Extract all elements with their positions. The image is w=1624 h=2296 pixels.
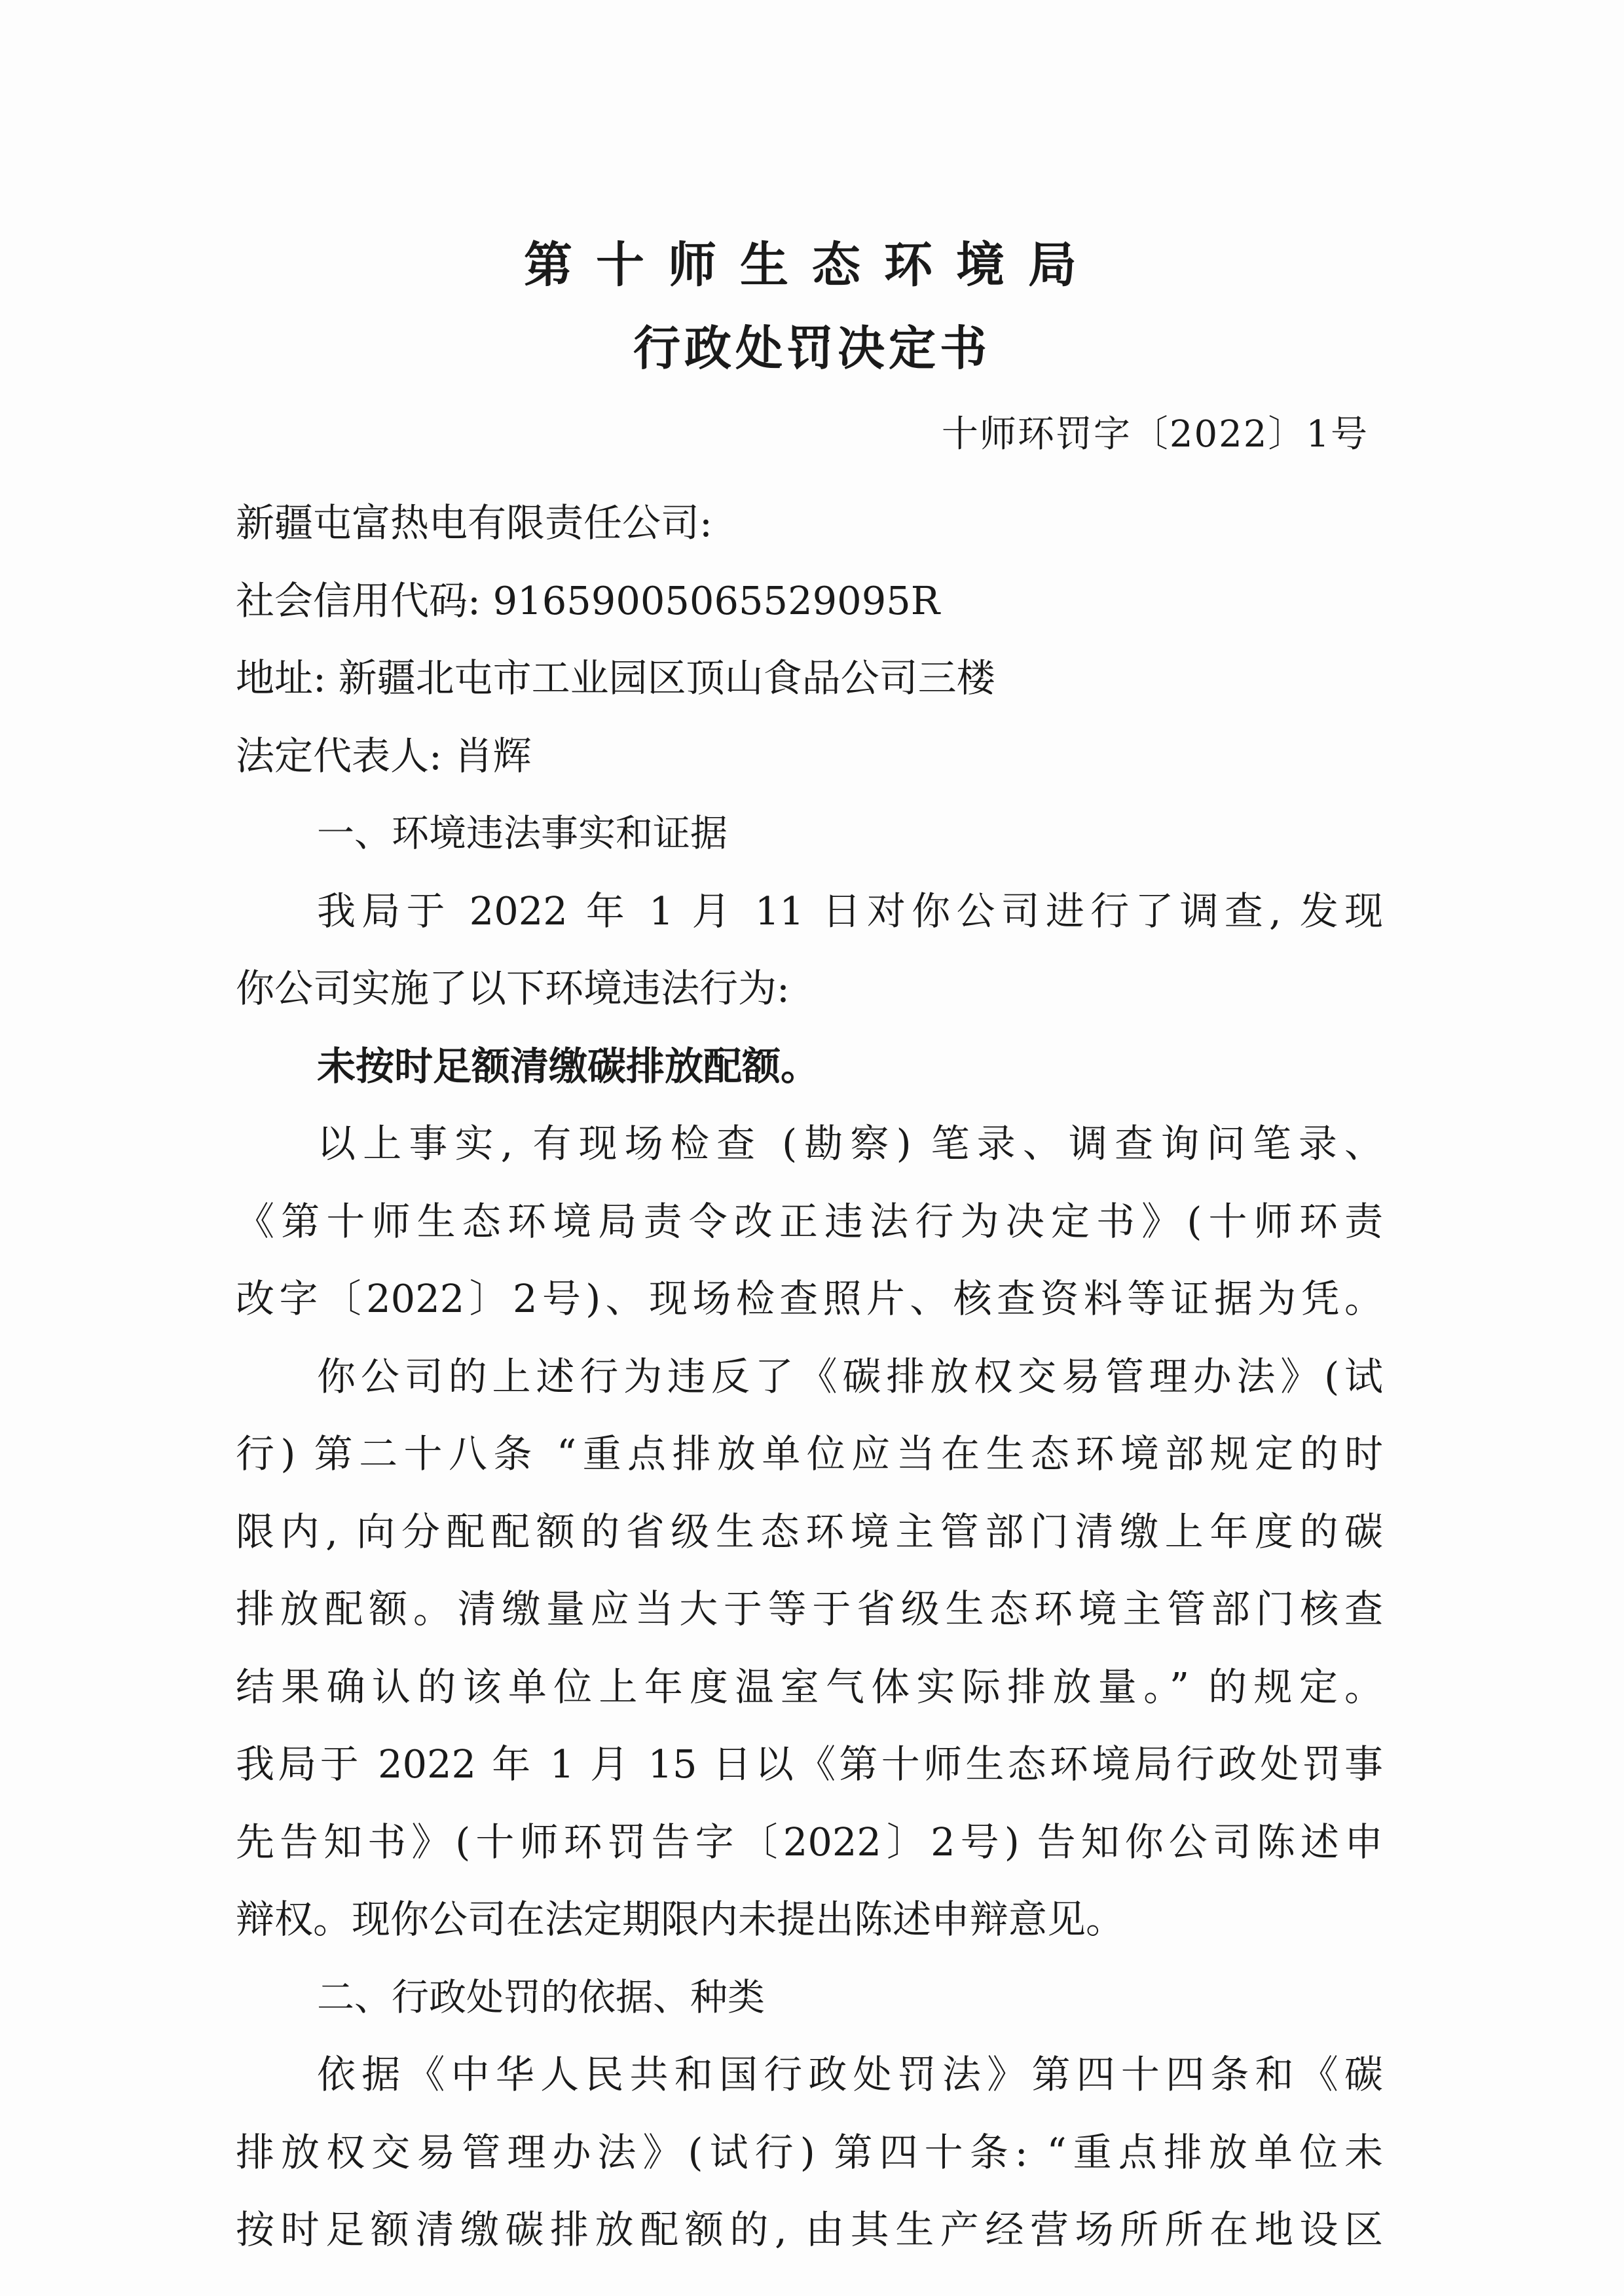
agency-title: 第十师生态环境局 bbox=[524, 237, 1100, 293]
body-line: 依据《中华人民共和国行政处罚法》第四十四条和《碳 bbox=[317, 2052, 1383, 2097]
credit-code: 社会信用代码: 91659005065529095R bbox=[236, 577, 940, 623]
legal-representative: 法定代表人: 肖辉 bbox=[236, 733, 532, 778]
body-line: 辩权。现你公司在法定期限内未提出陈述申辩意见。 bbox=[236, 1897, 1125, 1942]
body-line: 我局于 2022 年 1 月 15 日以《第十师生态环境局行政处罚事 bbox=[236, 1741, 1383, 1787]
body-line: 排放权交易管理办法》(试行) 第四十条: “重点排放单位未 bbox=[236, 2129, 1383, 2175]
violation-statement: 未按时足额清缴碳排放配额。 bbox=[317, 1043, 820, 1089]
document-number: 十师环罚字〔2022〕1号 bbox=[941, 413, 1369, 456]
body-line: 《第十师生态环境局责令改正违法行为决定书》(十师环责 bbox=[236, 1198, 1383, 1244]
addressee: 新疆屯富热电有限责任公司: bbox=[236, 500, 712, 545]
body-line: 我局于 2022 年 1 月 11 日对你公司进行了调查, 发现 bbox=[317, 888, 1383, 934]
body-line: 先告知书》(十师环罚告字〔2022〕2号) 告知你公司陈述申 bbox=[236, 1819, 1383, 1865]
document-body bbox=[236, 484, 1383, 2269]
body-line: 你公司实施了以下环境违法行为: bbox=[236, 966, 790, 1011]
body-line: 按时足额清缴碳排放配额的, 由其生产经营场所所在地设区 bbox=[236, 2207, 1383, 2252]
body-line: 改字〔2022〕2号)、现场检查照片、核查资料等证据为凭。 bbox=[236, 1276, 1383, 1321]
document-type-title: 行政处罚决定书 bbox=[633, 320, 991, 376]
section-heading-facts: 一、环境违法事实和证据 bbox=[317, 812, 728, 855]
body-line: 行) 第二十八条 “重点排放单位应当在生态环境部规定的时 bbox=[236, 1431, 1383, 1476]
body-line: 排放配额。清缴量应当大于等于省级生态环境主管部门核查 bbox=[236, 1586, 1383, 1631]
body-line: 你公司的上述行为违反了《碳排放权交易管理办法》(试 bbox=[317, 1353, 1383, 1399]
body-line: 结果确认的该单位上年度温室气体实际排放量。” 的规定。 bbox=[236, 1664, 1383, 1709]
body-line: 以上事实, 有现场检查 (勘察) 笔录、调查询问笔录、 bbox=[317, 1121, 1383, 1166]
address: 地址: 新疆北屯市工业园区顶山食品公司三楼 bbox=[236, 655, 995, 701]
body-line: 限内, 向分配配额的省级生态环境主管部门清缴上年度的碳 bbox=[236, 1508, 1383, 1554]
section-heading-basis: 二、行政处罚的依据、种类 bbox=[317, 1975, 765, 2019]
